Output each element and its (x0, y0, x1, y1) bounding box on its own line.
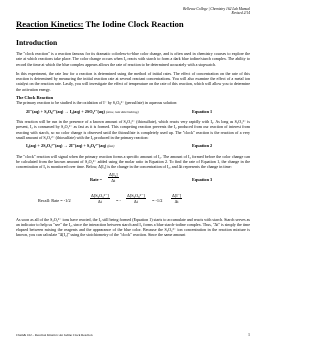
recall-fraction-3-numerator: Δ[I⁻] (172, 193, 182, 199)
rate-expression (16, 172, 250, 188)
title-underlined: Reaction Kinetics: (16, 18, 84, 29)
recall-end: = -1/2 (152, 198, 163, 204)
paragraph-2: In this experiment, the rate law for a reaction is determined using the method of initial rates. The effect of concentration on the rate of this reaction is determined by measuring the initial reaction rate at several reactant concentrations. You will also examine the effect of a metal ion catalyst on the reaction rate. Lastly, you will investigate the effect of temperature on the rate of this reaction, which will allow you to determine the activation energy. (16, 71, 250, 92)
rate-numerator: Δ[I₂] (109, 172, 118, 178)
equation-2-label: Equation 2 (192, 143, 213, 149)
recall-fraction-1-denominator: Δt (97, 199, 102, 205)
title-rest: The Iodine Clock Reaction (83, 18, 184, 29)
paragraph-4: This reaction will be run in the presence of a known amount of S₂O₃²⁻ (thiosulfate), which reacts very rapidly with I₂. As long as S₂O₃²⁻ is present, I₂ is consumed by S₂O₃²⁻ as fast as it is formed. This competing reaction prevents the I₂ produced from our reaction of interest from reacting with starch, so no color change is observed until the thiosulfate is completely used up. The "clock" reaction is the reaction of a very small amount of S₂O₃²⁻ (thiosulfate) with the I₂ produced in the primary reaction: (16, 119, 250, 140)
recall-fraction-3 (171, 193, 182, 204)
recall-fraction-3-denominator: Δt (174, 199, 179, 205)
recall-fraction-2-denominator: Δt (133, 199, 138, 205)
recall-label: Recall: Rate = -1/2 (38, 198, 71, 204)
paragraph-6: As soon as all of the S₂O₃²⁻ ions have reacted, the I₂ still being formed (Equation 1) starts to accumulate and reacts with starch. Starch serves as an indicator to help us "see" the I₂, since the interaction between starch and I₂ forms a blue starch-iodine complex. Thus, "Δt" is simply the time elapsed between mixing the reagents and the appearance of the blue color. Because the S₂O₃²⁻ ion concentration in the reaction mixture is known, you can calculate "Δ[I₂]" using the stoichiometry of the "clock" reaction. Since the same amount (16, 216, 250, 238)
page-footer (16, 333, 250, 337)
paragraph-3: The primary reaction to be studied is the oxidation of I⁻ by S₂O₈²⁻ (persulfate) in aqueous solution: (16, 100, 178, 106)
intro-heading: Introduction (16, 37, 58, 47)
clock-reaction-heading: The Clock Reaction (16, 94, 54, 100)
header-line-1: Bellevue College | Chemistry 162 Lab Manual (183, 7, 250, 11)
recall-middle: = - (116, 198, 121, 204)
paragraph-5: The "clock" reaction will signal when the primary reaction forms a specific amount of I₂. The amount of I₂ formed before the color change can be calculated from the known amount of S₂O₃²⁻ added using the molar ratio in Equation 2. To find the rate of Equation 1, the change in the concentration of I₂ is monitored over time. Below, Δ[I₂] is the change in the concentration of I₂, and Δt represents the change in time: (16, 153, 250, 170)
equation-1-label: Equation 1 (192, 108, 213, 114)
header-line-2: Revised 2/14 (231, 11, 250, 16)
paragraph-1: The "clock reaction" is a reaction famous for its dramatic colorless-to-blue color change, and is often used in chemistry courses to explore the rate at which reactions take place. The color change occurs when I₂ reacts with starch to form a dark blue iodine/starch complex. The ability to record the time at which the blue complex appears allows the rate of reaction to be determined accurately with a stopwatch. (16, 51, 250, 67)
rate-label: Rate = (90, 177, 103, 183)
equation-2 (16, 143, 250, 149)
recall-fraction-2-numerator: Δ[S₂O₈²⁻] (127, 193, 145, 199)
equation-1-text: 2I⁻(aq) + S₂O₈²⁻(aq) → I₂(aq) + 2SO₄²⁻(aq) (26, 108, 105, 114)
recall-fraction-1-numerator: Δ[S₂O₃²⁻] (91, 193, 109, 199)
rate-fraction (108, 172, 119, 183)
equation-2-text: I₂(aq) + 2S₂O₃²⁻(aq) → 2I⁻(aq) + S₄O₆²⁻(aq) (26, 143, 107, 149)
rate-denominator: Δt (111, 178, 116, 184)
document-title (16, 19, 250, 29)
page-header (16, 7, 250, 16)
recall-fraction-1 (90, 193, 110, 204)
equation-3-label: Equation 3 (192, 177, 213, 183)
equation-2-note: (fast) (107, 144, 115, 149)
equation-1 (16, 109, 250, 115)
equation-1-note: (slow, rate determining) (105, 109, 139, 114)
footer-text: Chem& 162 – Reaction Kinetics: An Iodine Clock Reaction (16, 333, 93, 337)
recall-fraction-2 (126, 193, 146, 204)
recall-expression (16, 190, 250, 212)
page-number: 1 (248, 332, 250, 337)
